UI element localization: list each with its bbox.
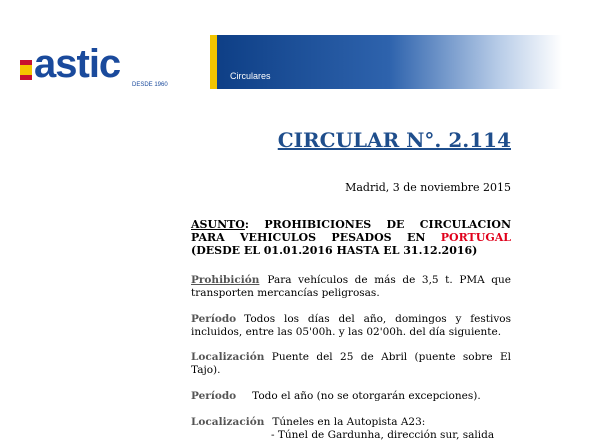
- prohibition-text: Para vehículos de más de 3,5 t. PMA que transporten mercancías peligrosas.: [191, 274, 511, 299]
- banner-accent: [210, 35, 217, 89]
- spain-flag-icon: [20, 60, 32, 80]
- subject-text-b: (DESDE EL 01.01.2016 HASTA EL 31.12.2016): [191, 244, 478, 257]
- subject-country: PORTUGAL: [440, 231, 511, 244]
- subject-text-a: : PROHIBICIONES DE CIRCULACION PARA VEHICULOS PESADOS EN: [191, 218, 511, 244]
- period-text-2: Todo el año (no se otorgarán excepciones).: [252, 390, 481, 402]
- prohibition-label: Prohibición: [191, 274, 260, 286]
- location-text-1: Puente del 25 de Abril (puente sobre El Tajo).: [191, 351, 511, 376]
- logo-subtitle: DESDE 1960: [132, 82, 168, 88]
- circular-title: CIRCULAR N°. 2.114: [277, 128, 511, 152]
- section-label: Circulares: [230, 71, 271, 81]
- period-paragraph-1: [191, 313, 511, 339]
- period-label-2: Período: [191, 390, 237, 402]
- location-label-1: Localización: [191, 351, 265, 363]
- location-paragraph-2: [191, 416, 511, 442]
- location-text-2: Túneles en la Autopista A23:: [272, 416, 426, 428]
- location-paragraph-1: [191, 351, 511, 377]
- subject-label: ASUNTO: [191, 218, 245, 231]
- logo-text: astic: [34, 42, 121, 86]
- period-paragraph-2: [191, 390, 511, 403]
- period-label-1: Período: [191, 313, 237, 325]
- list-item: - Túnel de Gardunha, dirección sur, salida: [271, 429, 495, 441]
- location-label-2: Localización: [191, 416, 265, 428]
- prohibition-paragraph: [191, 274, 511, 300]
- astic-logo: [20, 42, 180, 92]
- period-text-1: Todos los días del año, domingos y festivos incluidos, entre las 05'00h. y las 02'00h. del día siguiente.: [191, 313, 511, 338]
- document-header: [0, 0, 595, 100]
- document-date: Madrid, 3 de noviembre 2015: [345, 181, 511, 194]
- subject: [191, 218, 511, 257]
